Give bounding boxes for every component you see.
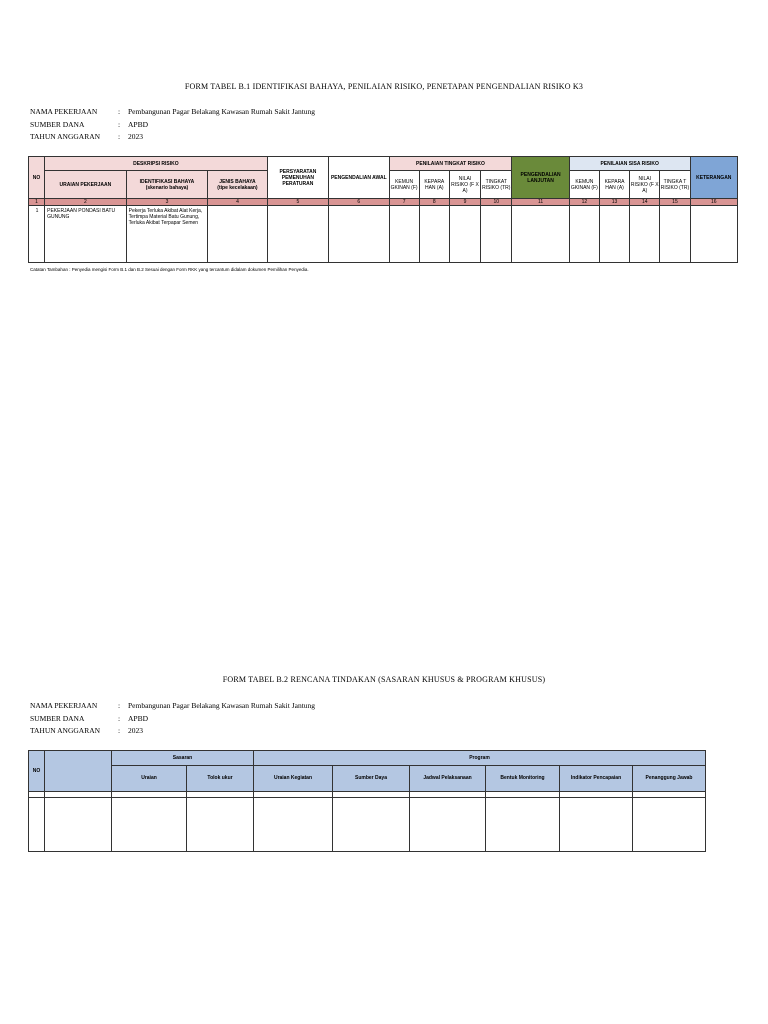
col-indikator-pencapaian: Indikator Pencapaian <box>560 766 633 792</box>
column-number: 5 <box>267 199 328 206</box>
empty-cell <box>449 206 480 263</box>
col-penilaian-sisa-risiko: PENILAIAN SISA RISIKO <box>569 157 690 171</box>
col-kemungkinan: KEMUN GKINAN (F) <box>389 171 419 199</box>
col-tingkat-risiko-sisa: TINGKA T RISIKO (TR) <box>660 171 690 199</box>
col-keparahan-sisa: KEPARA HAN (A) <box>599 171 629 199</box>
col-no: NO <box>29 157 45 199</box>
column-number: 4 <box>208 199 267 206</box>
empty-cell <box>633 798 706 852</box>
empty-cell <box>419 206 449 263</box>
empty-cell <box>45 798 112 852</box>
empty-cell <box>660 206 690 263</box>
form-b2-meta: NAMA PEKERJAAN : Pembangunan Pagar Belakang Kawasan Rumah Sakit Jantung SUMBER DANA : APBD TAHUN ANGGARAN : 2023 <box>30 700 315 738</box>
empty-cell <box>560 798 633 852</box>
col-sasaran: Sasaran <box>112 751 254 766</box>
empty-cell <box>599 206 629 263</box>
empty-cell <box>254 798 333 852</box>
column-number: 6 <box>329 199 389 206</box>
column-number: 2 <box>45 199 127 206</box>
col-pengendalian-awal: PENGENDALIAN AWAL <box>329 157 389 199</box>
col-keparahan: KEPARA HAN (A) <box>419 171 449 199</box>
empty-cell <box>208 206 267 263</box>
column-number: 15 <box>660 199 690 206</box>
empty-cell <box>187 798 254 852</box>
meta-label: SUMBER DANA <box>30 713 85 723</box>
col-uraian-pekerjaan: URAIAN PEKERJAAN <box>45 171 127 199</box>
col-identifikasi-bahaya: IDENTIFIKASI BAHAYA (skenario bahaya) <box>126 171 208 199</box>
meta-value: Pembangunan Pagar Belakang Kawasan Rumah Sakit Jantung <box>128 701 316 710</box>
meta-label: SUMBER DANA <box>30 119 85 129</box>
empty-cell <box>630 206 660 263</box>
meta-label: NAMA PEKERJAAN <box>30 107 98 116</box>
col-program: Program <box>254 751 706 766</box>
empty-cell <box>112 798 187 852</box>
column-number: 13 <box>599 199 629 206</box>
column-number: 12 <box>569 199 599 206</box>
additional-note: Catatan Tambahan : Penyedia mengisi Form B.1 dan B.2 Sesuai dengan Form RKK yang tercantum didalam dokumen Pemilihan Penyedia. <box>30 267 309 272</box>
form-b2-table <box>28 750 706 852</box>
col-pengendalian-lanjutan: PENGENDALIAN LANJUTAN <box>512 157 569 199</box>
meta-label: NAMA PEKERJAAN <box>30 701 98 710</box>
col-penilaian-tingkat-risiko: PENILAIAN TINGKAT RISIKO <box>389 157 512 171</box>
meta-value: APBD <box>128 713 149 723</box>
col-persyaratan: PERSYARATAN PEMENUHAN PERATURAN <box>267 157 328 199</box>
col-penanggung-jawab: Penanggung Jawab <box>633 766 706 792</box>
row-identifikasi-bahaya: Pekerja Terluka Akibat Alat Kerja, Tertimpa Material Batu Gunung, Terluka Akibat Terpapar Semen <box>126 206 208 263</box>
empty-cell <box>481 206 512 263</box>
col-jadwal-pelaksanaan: Jadwal Pelaksanaan <box>410 766 486 792</box>
col-nilai-risiko-sisa: NILAI RISIKO (F X A) <box>630 171 660 199</box>
column-number: 9 <box>449 199 480 206</box>
col-deskripsi-risiko: DESKRIPSI RISIKO <box>45 157 268 171</box>
form-b1-title: FORM TABEL B.1 IDENTIFIKASI BAHAYA, PENILAIAN RISIKO, PENETAPAN PENGENDALIAN RISIKO K3 <box>184 82 584 91</box>
empty-cell <box>333 798 410 852</box>
table-row <box>29 206 738 263</box>
meta-value: APBD <box>128 119 149 129</box>
empty-cell <box>29 798 45 852</box>
table-row <box>29 798 706 852</box>
form-b2-title: FORM TABEL B.2 RENCANA TINDAKAN (SASARAN KHUSUS & PROGRAM KHUSUS) <box>222 675 546 684</box>
form-b1-table <box>28 156 738 263</box>
col-sumber-daya: Sumber Daya <box>333 766 410 792</box>
column-number: 16 <box>690 199 737 206</box>
col-uraian: Uraian <box>112 766 187 792</box>
col-no: NO <box>29 751 45 792</box>
col-jenis-bahaya: JENIS BAHAYA (tipe kecelakaan) <box>208 171 267 199</box>
col-keterangan: KETERANGAN <box>690 157 737 199</box>
col-tolok-ukur: Tolok ukur <box>187 766 254 792</box>
column-number: 8 <box>419 199 449 206</box>
empty-cell <box>569 206 599 263</box>
column-number: 11 <box>512 199 569 206</box>
column-number-row <box>29 199 738 206</box>
col-kemungkinan-sisa: KEMUN GKINAN (F) <box>569 171 599 199</box>
empty-cell <box>690 206 737 263</box>
column-number: 3 <box>126 199 208 206</box>
empty-cell <box>267 206 328 263</box>
meta-value: Pembangunan Pagar Belakang Kawasan Rumah Sakit Jantung <box>128 107 316 116</box>
col-nilai-risiko: NILAI RISIKO (F X A) <box>449 171 480 199</box>
empty-cell <box>486 798 560 852</box>
meta-value: 2023 <box>128 132 143 141</box>
row-uraian-pekerjaan: PEKERJAAN PONDASI BATU GUNUNG <box>45 206 127 263</box>
meta-value: 2023 <box>128 726 143 735</box>
empty-cell <box>389 206 419 263</box>
column-number: 14 <box>630 199 660 206</box>
col-bentuk-monitoring: Bentuk Monitoring <box>486 766 560 792</box>
meta-label: TAHUN ANGGARAN <box>30 132 101 141</box>
column-number: 10 <box>481 199 512 206</box>
col-tingkat-risiko: TINGKAT RISIKO (TR) <box>481 171 512 199</box>
empty-cell <box>410 798 486 852</box>
column-number: 1 <box>29 199 45 206</box>
row-no: 1 <box>29 206 45 263</box>
meta-label: TAHUN ANGGARAN <box>30 726 101 735</box>
empty-header <box>45 751 112 792</box>
column-number: 7 <box>389 199 419 206</box>
form-b1-meta: NAMA PEKERJAAN : Pembangunan Pagar Belakang Kawasan Rumah Sakit Jantung SUMBER DANA : APBD TAHUN ANGGARAN : 2023 <box>30 106 315 144</box>
empty-cell <box>512 206 569 263</box>
empty-cell <box>329 206 389 263</box>
col-uraian-kegiatan: Uraian Kegiatan <box>254 766 333 792</box>
